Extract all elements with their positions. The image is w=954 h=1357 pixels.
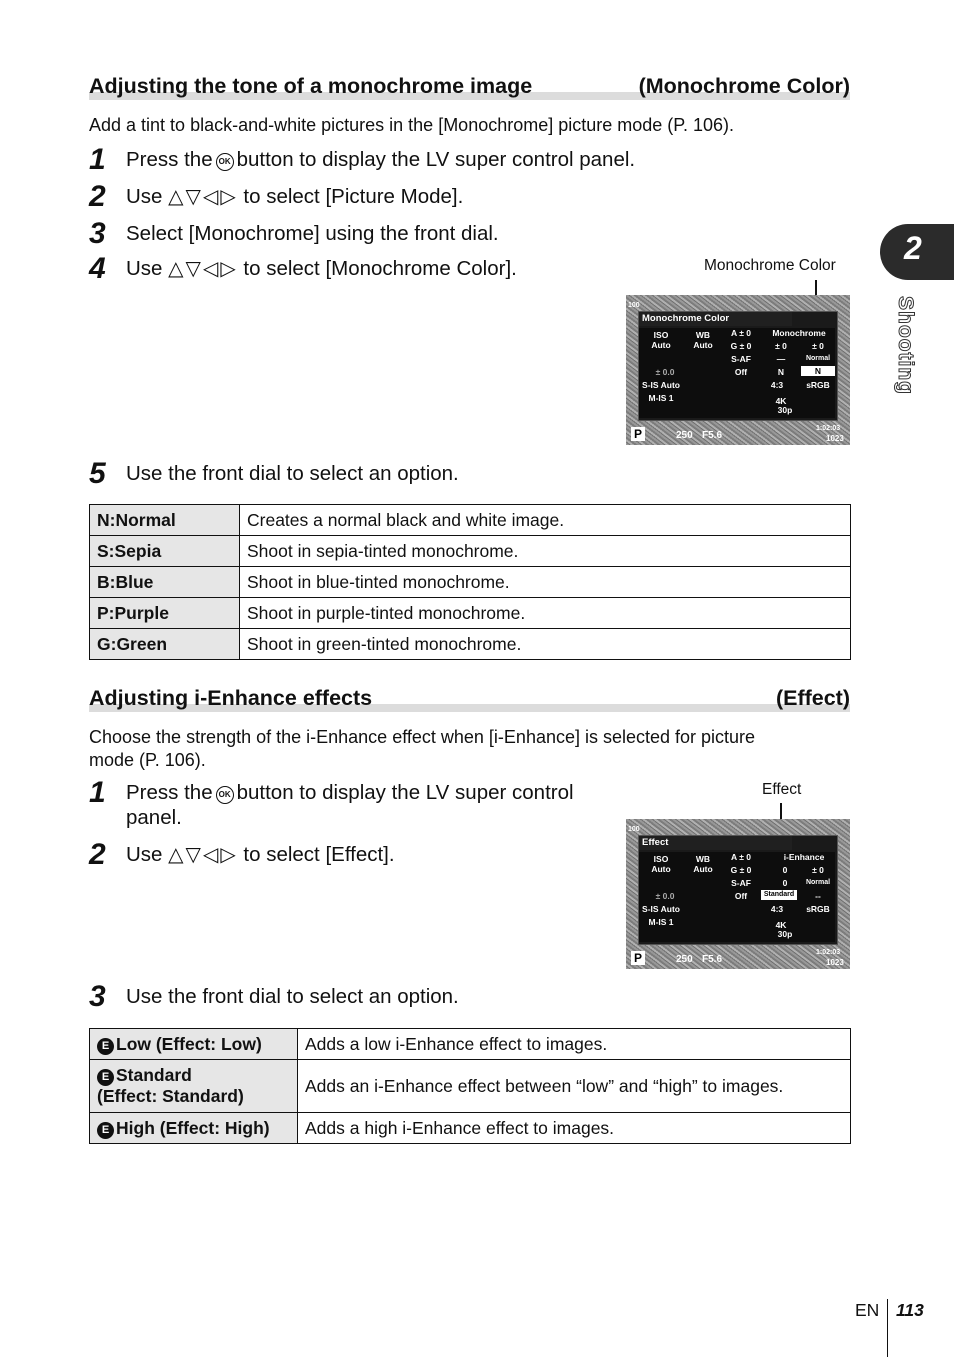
wb-cell: WB Auto: [693, 854, 713, 874]
table-row: [90, 1113, 851, 1144]
cell: ± 0: [812, 865, 824, 875]
section-title: Adjusting i-Enhance effects: [89, 686, 373, 710]
mode-indicator: P: [631, 427, 645, 441]
table-row: [90, 567, 851, 598]
ok-button-icon: OK: [216, 153, 234, 171]
step-number: 3: [89, 217, 106, 250]
section-title: Adjusting the tone of a monochrome image: [89, 74, 533, 98]
picture-mode-cell: Monochrome: [772, 328, 826, 338]
step-number: 2: [89, 180, 106, 213]
section-heading-effect: [89, 682, 850, 712]
cell: ± 0: [775, 341, 787, 351]
step-text: Use: [126, 257, 163, 280]
table-row: [90, 598, 851, 629]
cell: ± 0.0: [655, 891, 675, 901]
intro-text: Add a tint to black-and-white pictures in the [Monochrome] picture mode (P. 106).: [89, 115, 735, 135]
table-key: S:Sepia: [90, 536, 240, 567]
lv-screen-effect: [626, 819, 850, 969]
table-desc: Shoot in purple-tinted monochrome.: [240, 598, 851, 629]
cell: 4K: [775, 920, 787, 930]
table-key: [90, 1060, 298, 1113]
callout-label: Effect: [762, 781, 802, 798]
cell: G ± 0: [730, 865, 752, 875]
step-text: Use: [126, 843, 163, 866]
step-number: 5: [89, 457, 106, 490]
enhance-icon: E: [97, 1069, 114, 1086]
step-number: 1: [89, 143, 106, 176]
table-desc: Shoot in green-tinted monochrome.: [240, 629, 851, 660]
page-number: 113: [896, 1300, 924, 1320]
cell: N: [777, 367, 785, 377]
arrow-pad-icon: △▽◁▷: [168, 186, 238, 208]
step-text: button to display the LV super control: [236, 781, 574, 804]
super-control-panel: [638, 311, 838, 421]
step-text: Press the: [126, 781, 213, 804]
chapter-number: 2: [904, 230, 922, 266]
cell: Off: [734, 891, 748, 901]
shutter-speed: 250: [676, 430, 693, 441]
table-row: [90, 629, 851, 660]
arrow-pad-icon: △▽◁▷: [168, 258, 238, 280]
table-row: [90, 536, 851, 567]
footer-language: EN: [855, 1300, 880, 1320]
chapter-label: Shooting: [894, 296, 917, 395]
key-label: High (Effect: High): [116, 1117, 270, 1138]
panel-title: Effect: [639, 836, 792, 850]
cell: —: [776, 354, 786, 364]
table-key: [90, 1113, 298, 1144]
shots-remaining: 1023: [826, 434, 844, 443]
step-number: 1: [89, 776, 106, 809]
ok-button-icon: OK: [216, 786, 234, 804]
cell: 0: [782, 878, 788, 888]
intro-text: [89, 726, 755, 772]
lv-screen-monochrome: [626, 295, 850, 445]
table-row: [90, 1060, 851, 1113]
table-desc: Shoot in blue-tinted monochrome.: [240, 567, 851, 598]
cell: A ± 0: [731, 852, 751, 862]
table-key: G:Green: [90, 629, 240, 660]
key-label: Standard: [116, 1065, 192, 1085]
key-label: Low (Effect: Low): [116, 1033, 262, 1054]
cell: M-IS 1: [648, 917, 674, 927]
cell: 0: [782, 865, 788, 875]
footer-divider: [887, 1299, 888, 1357]
step-text: Select [Monochrome] using the front dial.: [126, 222, 499, 245]
step-text: Use: [126, 185, 163, 208]
step-text: to select [Effect].: [243, 843, 395, 866]
cell: 4:3: [770, 904, 784, 914]
cell: 4K: [775, 396, 787, 406]
callout-label: Monochrome Color: [704, 257, 836, 274]
intro-line: mode (P. 106).: [89, 750, 206, 770]
step-number: 2: [89, 838, 106, 871]
cell: sRGB: [806, 380, 830, 390]
cell: S-IS Auto: [642, 904, 680, 914]
enhance-icon: E: [97, 1122, 114, 1139]
shutter-speed: 250: [676, 954, 693, 965]
chapter-tab: [880, 224, 954, 280]
table-key: B:Blue: [90, 567, 240, 598]
cell: S-AF: [731, 354, 751, 364]
enhance-icon: E: [97, 1038, 114, 1055]
super-control-panel: [638, 835, 838, 945]
cell: Normal: [805, 879, 831, 886]
cell: G ± 0: [730, 341, 752, 351]
table-desc: Adds a low i-Enhance effect to images.: [298, 1029, 851, 1060]
cell: 30p: [777, 405, 793, 415]
step-text: button to display the LV super control panel.: [236, 148, 636, 171]
step-text: to select [Picture Mode].: [243, 185, 464, 208]
shots-remaining: 1023: [826, 958, 844, 967]
cell: A ± 0: [731, 328, 751, 338]
recording-time: 1:02:03: [816, 949, 841, 956]
iso-cell: ISO Auto: [651, 854, 671, 874]
mode-indicator: P: [631, 951, 645, 965]
step-number: 4: [89, 252, 106, 285]
aperture: F5.6: [702, 954, 723, 965]
table-key: N:Normal: [90, 505, 240, 536]
section-heading-monochrome-color: [89, 70, 850, 100]
table-desc: Adds a high i-Enhance effect to images.: [298, 1113, 851, 1144]
table-key: P:Purple: [90, 598, 240, 629]
key-label: (Effect: Standard): [97, 1086, 244, 1106]
screen-value: 100: [628, 302, 640, 309]
step-text: Use the front dial to select an option.: [126, 462, 459, 485]
step-text: to select [Monochrome Color].: [243, 257, 517, 280]
cell: S-IS Auto: [642, 380, 680, 390]
cell: ± 0.0: [655, 367, 675, 377]
panel-title: Monochrome Color: [639, 312, 792, 326]
table-row: [90, 1029, 851, 1060]
cell: 4:3: [770, 380, 784, 390]
aperture: F5.6: [702, 430, 723, 441]
step-text: Use the front dial to select an option.: [126, 985, 459, 1008]
cell: 30p: [777, 929, 793, 939]
recording-time: 1:02:03: [816, 425, 841, 432]
step-text: panel.: [126, 806, 182, 829]
step-text: Press the: [126, 148, 213, 171]
intro-line: Choose the strength of the i-Enhance effect when [i-Enhance] is selected for picture: [89, 727, 756, 747]
cell: ± 0: [812, 341, 824, 351]
monochrome-color-selected-cell: N: [801, 366, 835, 376]
table-desc: Adds an i-Enhance effect between “low” and “high” to images.: [298, 1060, 851, 1113]
iso-cell: ISO Auto: [651, 330, 671, 350]
cell: Normal: [805, 355, 831, 362]
effect-table: [89, 1028, 851, 1144]
table-row: [90, 505, 851, 536]
table-key: [90, 1029, 298, 1060]
table-desc: Shoot in sepia-tinted monochrome.: [240, 536, 851, 567]
table-desc: Creates a normal black and white image.: [240, 505, 851, 536]
arrow-pad-icon: △▽◁▷: [168, 844, 238, 866]
step-number: 3: [89, 980, 106, 1013]
section-subtitle: (Monochrome Color): [638, 74, 850, 98]
picture-mode-cell: i-Enhance: [783, 852, 825, 862]
wb-cell: WB Auto: [693, 330, 713, 350]
cell: S-AF: [731, 878, 751, 888]
cell: M-IS 1: [648, 393, 674, 403]
cell: Off: [734, 367, 748, 377]
cell: --: [815, 891, 821, 901]
screen-value: 100: [628, 826, 640, 833]
section-subtitle: (Effect): [775, 686, 850, 710]
cell: sRGB: [806, 904, 830, 914]
monochrome-color-table: [89, 504, 851, 660]
effect-selected-cell: Standard: [761, 890, 797, 900]
